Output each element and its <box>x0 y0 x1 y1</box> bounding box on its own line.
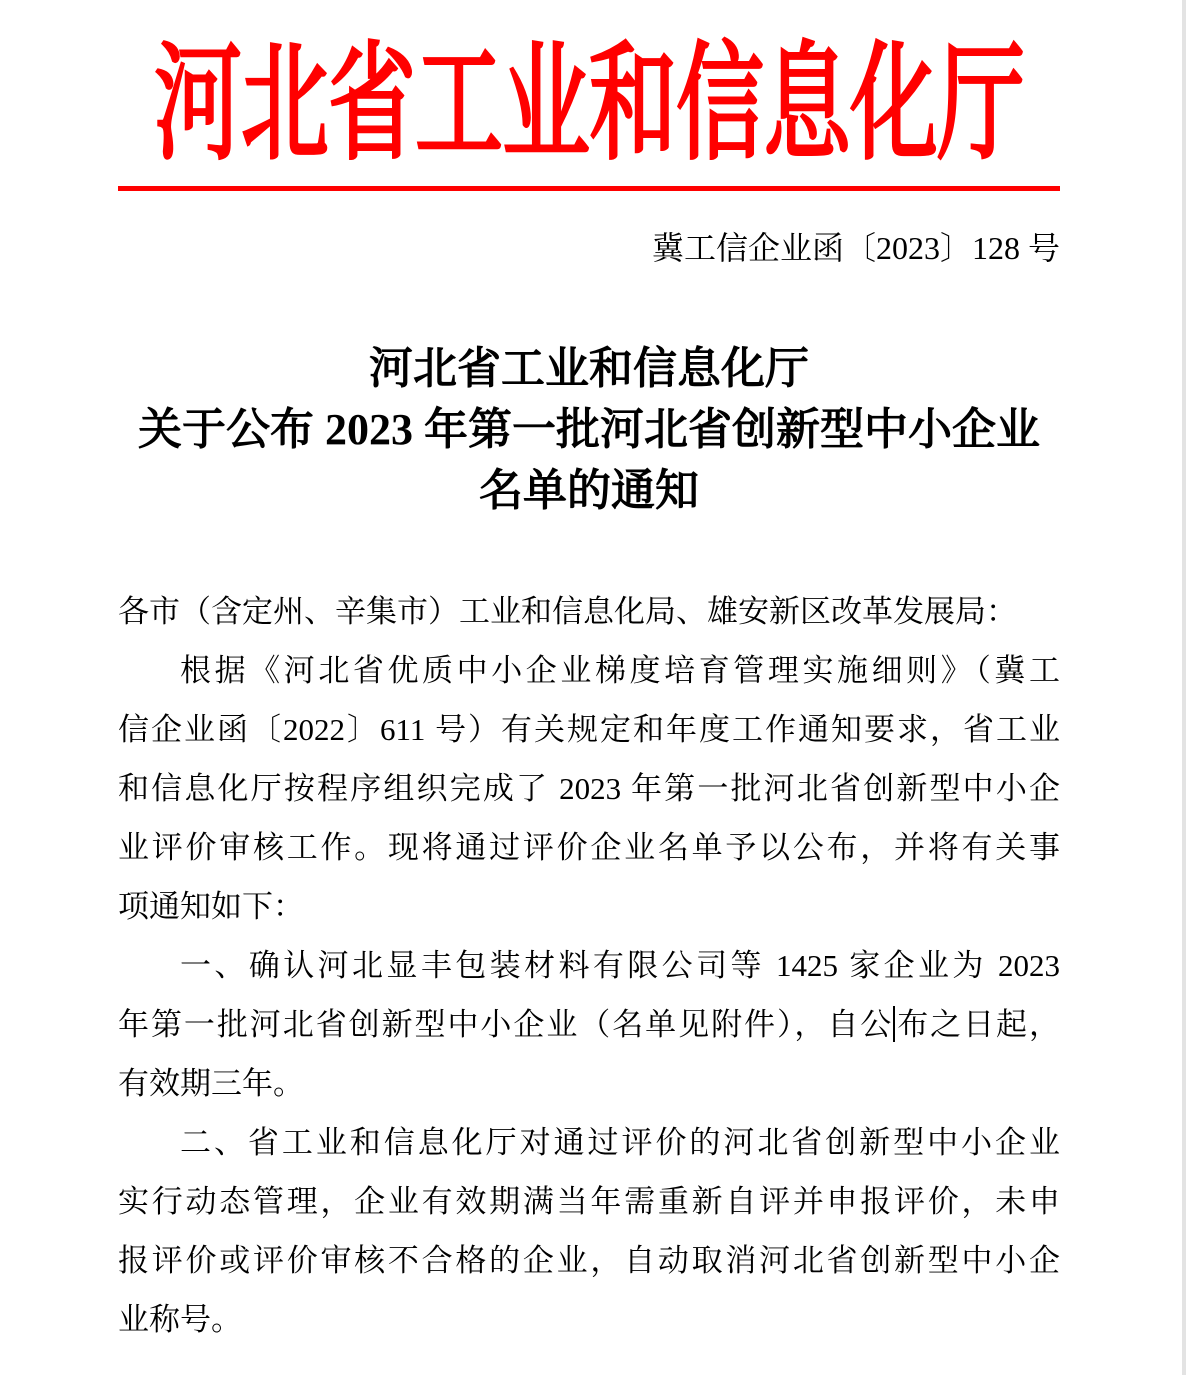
body-line: 报评价或评价审核不合格的企业，自动取消河北省创新型中小企 <box>118 1243 1060 1278</box>
body-line: 业称号。 <box>118 1302 242 1337</box>
body-salutation: 各市（含定州、辛集市）工业和信息化局、雄安新区改革发展局： <box>118 594 1017 629</box>
body-line-with-cursor <box>118 995 1060 1054</box>
notice-title-line-3: 名单的通知 <box>479 466 699 515</box>
body-line: 实行动态管理，企业有效期满当年需重新自评并申报评价，未申 <box>118 1184 1060 1219</box>
body-line: 根据《河北省优质中小企业梯度培育管理实施细则》（冀工 <box>180 653 1060 688</box>
notice-body <box>118 582 1060 1349</box>
letterhead-title: 河北省工业和信息化厅 <box>153 35 1024 177</box>
body-line: 业评价审核工作。现将通过评价企业名单予以公布，并将有关事 <box>118 830 1060 865</box>
body-line: 项通知如下： <box>118 889 304 924</box>
page-right-edge <box>1182 0 1186 1375</box>
body-line: 有效期三年。 <box>118 1066 304 1101</box>
body-text-after-cursor: 布之日起， <box>895 1007 1061 1042</box>
notice-title <box>118 338 1060 521</box>
body-line: 和信息化厅按程序组织完成了 2023 年第一批河北省创新型中小企 <box>118 771 1060 806</box>
notice-title-line-2: 关于公布 2023 年第一批河北省创新型中小企业 <box>138 405 1040 454</box>
letterhead-divider-line <box>118 186 1060 191</box>
body-line-item-one: 一、确认河北显丰包装材料有限公司等 1425 家企业为 2023 <box>180 948 1060 983</box>
body-line-item-two: 二、省工业和信息化厅对通过评价的河北省创新型中小企业 <box>180 1125 1060 1160</box>
document-number: 冀工信企业函〔2023〕128 号 <box>651 230 1060 266</box>
body-line: 信企业函〔2022〕611 号）有关规定和年度工作通知要求，省工业 <box>118 712 1060 747</box>
body-text-before-cursor: 年第一批河北省创新型中小企业（名单见附件），自公 <box>118 1007 894 1042</box>
notice-title-line-1: 河北省工业和信息化厅 <box>369 344 809 393</box>
